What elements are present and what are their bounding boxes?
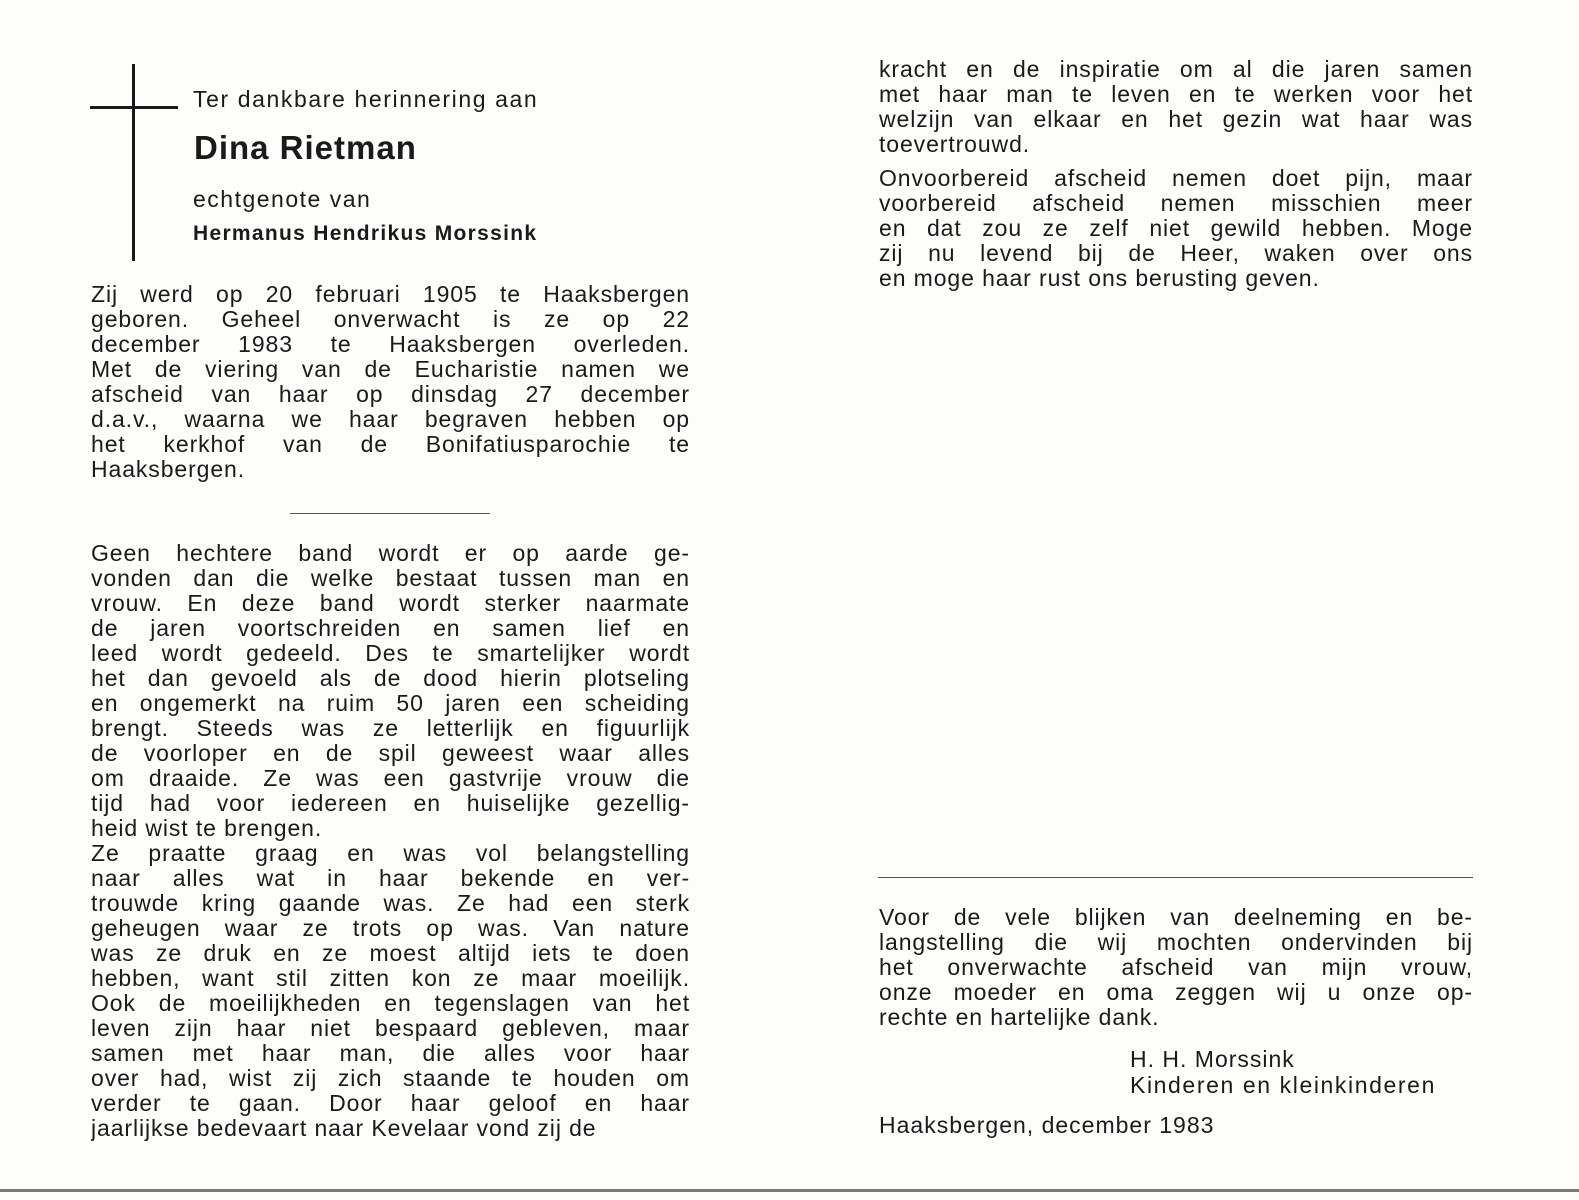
text-line: leven zijn haar niet bespaard gebleven, maar [91,1016,690,1041]
text-line: afscheid van haar op dinsdag 27 december [91,382,690,407]
text-line: met haar man te leven en te werken voor het [879,82,1473,107]
left-paragraph-2 [91,541,690,841]
left-paragraph-3 [91,841,690,1141]
text-line: Ook de moeilijkheden en tegenslagen van het [91,991,690,1016]
text-line: om draaide. Ze was een gastvrije vrouw die [91,766,690,791]
text-line: de voorloper en de spil geweest waar alles [91,741,690,766]
text-line: verder te gaan. Door haar geloof en haar [91,1091,690,1116]
text-line: brengt. Steeds was ze letterlijk en figuurlijk [91,716,690,741]
signature-name: H. H. Morssink [1130,1046,1295,1072]
text-line: Onvoorbereid afscheid nemen doet pijn, maar [879,166,1473,191]
text-line: en moge haar rust ons berusting geven. [879,266,1320,291]
spouse-name: Hermanus Hendrikus Morssink [193,222,538,245]
text-line: samen met haar man, die alles voor haar [91,1041,690,1066]
text-line: kracht en de inspiratie om al die jaren samen [879,57,1473,82]
text-line: de jaren voortschreiden en samen lief en [91,616,690,641]
text-line: Met de viering van de Eucharistie namen we [91,357,690,382]
text-line: en ongemerkt na ruim 50 jaren een scheiding [91,691,690,716]
text-line: d.a.v., waarna we haar begraven hebben op [91,407,690,432]
text-line: over had, wist zij zich staande te houden om [91,1066,690,1091]
text-line: was ze druk en ze moest altijd iets te doen [91,941,690,966]
right-divider [878,877,1473,878]
text-line: rechte en hartelijke dank. [879,1005,1160,1030]
text-line: Zij werd op 20 februari 1905 te Haaksbergen [91,282,690,307]
text-line: zij nu levend bij de Heer, waken over ons [879,241,1473,266]
text-line: het kerkhof van de Bonifatiusparochie te [91,432,690,457]
text-line: leed wordt gedeeld. Des te smartelijker wordt [91,641,690,666]
cross-icon-bar [90,106,178,109]
cross-icon [132,64,135,261]
text-line: hebben, want stil zitten kon ze maar moeilijk. [91,966,690,991]
text-line: vonden dan die welke bestaat tussen man en [91,566,690,591]
place-date: Haaksbergen, december 1983 [879,1112,1215,1138]
text-line: Geen hechtere band wordt er op aarde ge- [91,541,690,566]
text-line: heid wist te brengen. [91,816,323,841]
text-line: welzijn van elkaar en het gezin wat haar was [879,107,1473,132]
text-line: Voor de vele blijken van deelneming en be- [879,905,1473,930]
text-line: het dan gevoeld als de dood hierin plotseling [91,666,690,691]
text-line: december 1983 te Haaksbergen overleden. [91,332,690,357]
intro-text: Ter dankbare herinnering aan [193,86,539,112]
text-line: geheugen waar ze trots op was. Van nature [91,916,690,941]
text-line: tijd had voor iedereen en huiselijke gezellig- [91,791,690,816]
left-divider [290,513,490,514]
right-paragraph-2 [879,166,1473,291]
right-paragraph-1 [879,57,1473,157]
spouse-label: echtgenote van [193,186,372,212]
text-line: jaarlijkse bedevaart naar Kevelaar vond zij de [91,1116,597,1141]
text-line: Haaksbergen. [91,457,245,482]
deceased-name: Dina Rietman [194,129,417,166]
text-line: en dat zou ze zelf niet gewild hebben. Moge [879,216,1473,241]
text-line: geboren. Geheel onverwacht is ze op 22 [91,307,690,332]
text-line: naar alles wat in haar bekende en ver- [91,866,690,891]
text-line: voorbereid afscheid nemen misschien meer [879,191,1473,216]
text-line: trouwde kring gaande was. Ze had een sterk [91,891,690,916]
left-paragraph-1 [91,282,690,482]
thanks-paragraph [879,905,1473,1030]
text-line: toevertrouwd. [879,132,1031,157]
signature-family: Kinderen en kleinkinderen [1130,1072,1436,1098]
text-line: onze moeder en oma zeggen wij u onze op- [879,980,1473,1005]
text-line: vrouw. En deze band wordt sterker naarmate [91,591,690,616]
card-edge [0,1189,1579,1192]
text-line: het onverwachte afscheid van mijn vrouw, [879,955,1473,980]
text-line: langstelling die wij mochten ondervinden bij [879,930,1473,955]
text-line: Ze praatte graag en was vol belangstelling [91,841,690,866]
